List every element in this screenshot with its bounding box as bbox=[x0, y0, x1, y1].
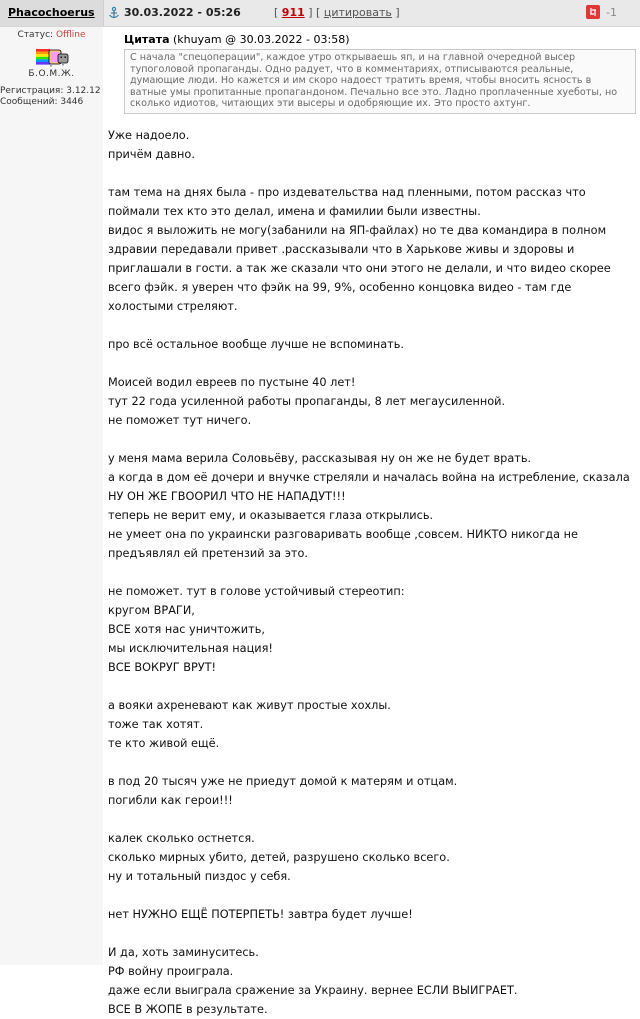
bracket-close: ] bbox=[391, 6, 400, 19]
post-line: не умеет она по украински разговаривать вообще ,совсем. НИКТО никогда не предъявлял ей претензий за это. bbox=[108, 528, 578, 560]
status-label: Статус: bbox=[17, 30, 54, 40]
post-line: там тема на днях была - про издевательства над пленными, потом рассказ что поймали тех кто это делал, имена и фамилии были известны. bbox=[108, 186, 586, 218]
post-line: сколько мирных убито, детей, разрушено сколько всего. bbox=[108, 851, 450, 864]
post-line: видос я выложить не могу(забанили на ЯП-файлах) но те два командира в полном здравии передавали привет .рассказывали что в Харькове живы и здоровы и приглашали в гости. а так же сказали что они этого не делали, и что видео скорее всего фэйк. я уверен что фэйк на 99, 9%, особенно концовка видео - там где холостыми стреляют. bbox=[108, 224, 611, 313]
post-line: про всё остальное вообще лучше не вспоминать. bbox=[108, 338, 404, 351]
bracket-separator: ] [ bbox=[304, 6, 324, 19]
quote-block bbox=[124, 33, 636, 114]
blank-line bbox=[108, 316, 638, 335]
post-number-link[interactable]: 911 bbox=[281, 6, 305, 19]
rating-value: -1 bbox=[606, 6, 617, 19]
post-line: теперь не верит ему, и оказывается глаза открылись. bbox=[108, 509, 434, 522]
post-line: мы исключительная нация! bbox=[108, 642, 273, 655]
post-line: тоже так хотят. bbox=[108, 718, 204, 731]
blank-line bbox=[108, 430, 638, 449]
post-line: погибли как герои!!! bbox=[108, 794, 233, 807]
post-line: даже если выиграла сражение за Украину. вернее ЕСЛИ ВЫИГРАЕТ. bbox=[108, 984, 518, 997]
post-line: ну и тотальный пиздос у себя. bbox=[108, 870, 291, 883]
post-line: те кто живой ещё. bbox=[108, 737, 220, 750]
post-line: Моисей водил евреев по пустыне 40 лет! bbox=[108, 376, 356, 389]
post-line: ВСЕ ВОКРУГ ВРУТ! bbox=[108, 661, 217, 674]
post-line: не поможет. тут в голове устойчивый стереотип: bbox=[108, 585, 405, 598]
quote-source: (khuyam @ 30.03.2022 - 03:58) bbox=[169, 33, 350, 46]
anchor-icon[interactable] bbox=[107, 6, 121, 20]
post-line: а когда в дом её дочери и внучке стреляли и началась война на истребление, сказала НУ ОН ЖЕ ГВООРИЛ ЧТО НЕ НАПАДУТ!!! bbox=[108, 471, 630, 503]
user-stats bbox=[0, 86, 103, 108]
post-line: тут 22 года усиленной работы пропаганды, 8 лет мегаусиленной. bbox=[108, 395, 506, 408]
blank-line bbox=[108, 354, 638, 373]
username-link[interactable]: Phacochoerus bbox=[8, 6, 95, 19]
quote-label: Цитата bbox=[124, 33, 170, 46]
post-line: ВСЕ В ЖОПЕ в результате. bbox=[108, 1003, 268, 1016]
blank-line bbox=[108, 563, 638, 582]
post-line: не поможет тут ничего. bbox=[108, 414, 252, 427]
user-rank: Б.О.М.Ж. bbox=[28, 69, 75, 79]
bracket-open: [ bbox=[274, 6, 282, 19]
post-header bbox=[0, 0, 640, 27]
post-actions bbox=[274, 6, 400, 19]
post-line: кругом ВРАГИ, bbox=[108, 604, 195, 617]
post-line: у меня мама верила Соловьёву, рассказывая ну он же не будет врать. bbox=[108, 452, 532, 465]
blank-line bbox=[108, 677, 638, 696]
message-count: Сообщений: 3446 bbox=[0, 97, 84, 107]
quote-header bbox=[124, 33, 636, 46]
post-line: нет НУЖНО ЕЩЁ ПОТЕРПЕТЬ! завтра будет лучше! bbox=[108, 908, 413, 921]
post-line: И да, хоть заминуситесь. bbox=[108, 946, 259, 959]
post-line: а вояки ахреневают как живут простые хохлы. bbox=[108, 699, 391, 712]
post-line: ВСЕ хотя нас уничтожить, bbox=[108, 623, 265, 636]
quote-text: С начала "спецоперации", каждое утро открываешь яп, и на главной очередной высер тупоголовой пропаганды. Одно радует, что в комментариях, отписываются реальные, думающие люди. Но кажется и им скоро надоест тратить время, чтобы вносить ясность в ватные умы пропитанные пропагандоном. Печально все это. Ладно проплаченные хуеботы, но сколько идиотов, читающих эти высеры и одобряющие их. Это просто ахтунг. bbox=[124, 49, 636, 114]
author-cell bbox=[0, 0, 104, 26]
blank-line bbox=[108, 164, 638, 183]
blank-line bbox=[108, 810, 638, 829]
registration-date: Регистрация: 3.12.12 bbox=[0, 86, 101, 96]
blank-line bbox=[108, 753, 638, 772]
post-line: Уже надоело. bbox=[108, 129, 190, 142]
quote-link[interactable]: цитировать bbox=[323, 6, 392, 19]
blank-line bbox=[108, 886, 638, 905]
post-line: калек сколько остнется. bbox=[108, 832, 255, 845]
post-line: в под 20 тысяч уже не приедут домой к матерям и отцам. bbox=[108, 775, 458, 788]
post-date: 30.03.2022 - 05:26 bbox=[124, 6, 241, 19]
post-line: РФ войну проиграла. bbox=[108, 965, 234, 978]
blank-line bbox=[108, 924, 638, 943]
rating-minus-icon[interactable] bbox=[586, 5, 600, 19]
post-line: причём давно. bbox=[108, 148, 195, 161]
nyan-cat-avatar bbox=[36, 47, 70, 67]
status-value: Offline bbox=[55, 30, 86, 40]
post-body bbox=[108, 126, 638, 1019]
author-sidebar bbox=[0, 27, 103, 965]
user-status bbox=[0, 30, 103, 40]
